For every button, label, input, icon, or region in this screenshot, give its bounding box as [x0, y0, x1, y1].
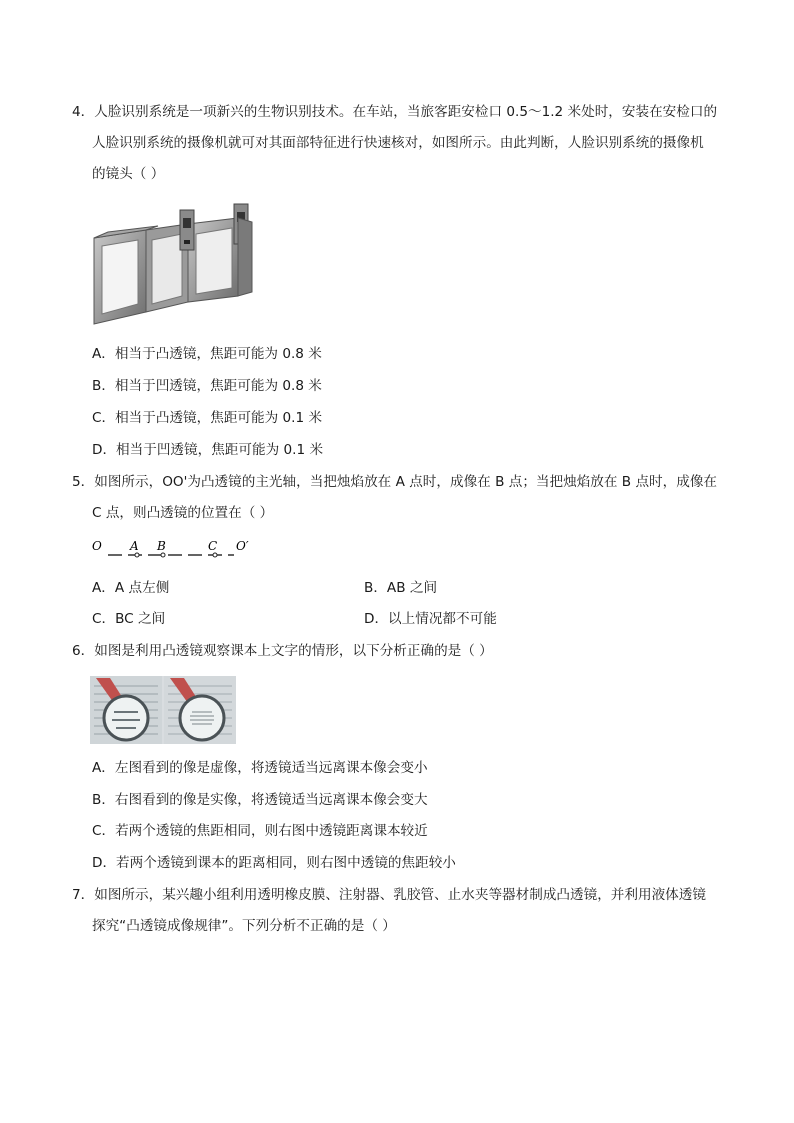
q4-option-d: D．相当于凹透镜，焦距可能为 0.1 米 [92, 442, 324, 458]
label-o: O [92, 539, 102, 553]
q6-option-a: A．左图看到的像是虚像，将透镜适当远离课本像会变小 [92, 760, 428, 776]
q5-option-a: A．A 点左侧 [92, 580, 170, 596]
right-magnifier-photo [164, 676, 236, 744]
q7-text-line-2: 探究“凸透镜成像规律”。下列分析不正确的是（ ） [92, 918, 396, 934]
label-a: A [130, 539, 139, 553]
q5-text-line-2: C 点，则凸透镜的位置在（ ） [92, 505, 274, 521]
left-magnifier-photo [90, 676, 162, 744]
q4-text-line-1: 4．人脸识别系统是一项新兴的生物识别技术。在车站，当旅客距安检口 0.5～1.2 米处时，安装在安检口的 [72, 104, 718, 120]
q6-option-b: B．右图看到的像是实像，将透镜适当远离课本像会变大 [92, 792, 428, 808]
q4-option-b: B．相当于凹透镜，焦距可能为 0.8 米 [92, 378, 322, 394]
q5-option-b: B．AB 之间 [364, 580, 438, 596]
q6-option-c: C．若两个透镜的焦距相同，则右图中透镜距离课本较近 [92, 823, 428, 839]
label-o-prime: O′ [236, 539, 249, 553]
face-recognition-gate-figure [88, 200, 264, 332]
q7-text-line-1: 7．如图所示，某兴趣小组利用透明橡皮膜、注射器、乳胶管、止水夹等器材制成凸透镜，并利用液体透镜 [72, 887, 706, 903]
point-a-marker [135, 553, 139, 557]
q5-text-line-1: 5．如图所示，OO'为凸透镜的主光轴，当把烛焰放在 A 点时，成像在 B 点；当把烛焰放在 B 点时，成像在 [72, 474, 718, 490]
q6-text-line-1: 6．如图是利用凸透镜观察课本上文字的情形，以下分析正确的是（ ） [72, 643, 493, 659]
label-c: C [208, 539, 218, 553]
label-b: B [157, 539, 166, 553]
q5-option-c: C．BC 之间 [92, 611, 166, 627]
q6-option-d: D．若两个透镜到课本的距离相同，则右图中透镜的焦距较小 [92, 855, 456, 871]
principal-axis-figure [88, 534, 268, 564]
q5-option-d: D．以上情况都不可能 [364, 611, 497, 627]
q4-text-line-3: 的镜头（ ） [92, 166, 165, 182]
q4-text-line-2: 人脸识别系统的摄像机就可对其面部特征进行快速核对，如图所示。由此判断，人脸识别系统的摄像机 [92, 135, 704, 151]
q4-option-c: C．相当于凸透镜，焦距可能为 0.1 米 [92, 410, 323, 426]
point-b-marker [161, 553, 165, 557]
magnifier-book-figure [90, 676, 236, 744]
q4-option-a: A．相当于凸透镜，焦距可能为 0.8 米 [92, 346, 322, 362]
point-c-marker [213, 553, 217, 557]
